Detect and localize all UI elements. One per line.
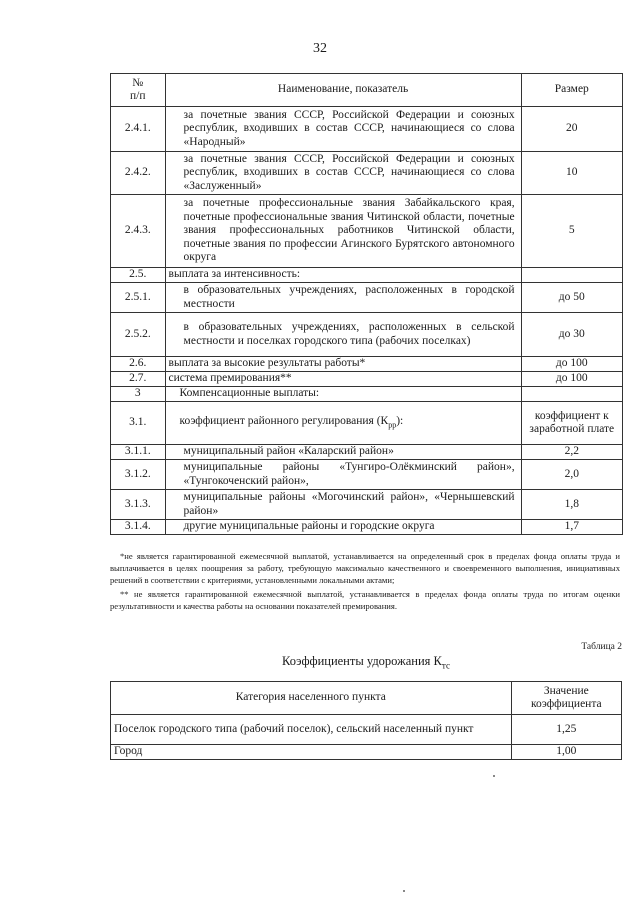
table-2-label: Таблица 2 bbox=[581, 642, 622, 652]
row-num: 2.5.1. bbox=[111, 283, 166, 313]
column-header-value: Значение коэффициента bbox=[511, 682, 621, 715]
coefficient-table bbox=[110, 681, 622, 760]
column-header-size: Размер bbox=[521, 74, 622, 107]
table-2-title-subscript: тс bbox=[441, 660, 450, 671]
row-size: 2,2 bbox=[521, 445, 622, 460]
table-row bbox=[111, 745, 622, 760]
table-row bbox=[111, 402, 623, 445]
scan-speck bbox=[493, 775, 495, 777]
row-name: выплата за интенсивность: bbox=[165, 268, 521, 283]
column-header-name: Наименование, показатель bbox=[165, 74, 521, 107]
row-size bbox=[521, 387, 622, 402]
table-row bbox=[111, 460, 623, 490]
row-name bbox=[165, 402, 521, 445]
row-name: за почетные профессиональные звания Забайкальского края, почетные профессиональные звания Читинской области, почетные звания профессиональных работников Читинской области, почетные звания по профессии Агинского Бурятского автономного округа bbox=[165, 195, 521, 268]
row-category: Город bbox=[111, 745, 512, 760]
table-row bbox=[111, 107, 623, 152]
row-name: в образовательных учреждениях, расположенных в сельской местности и поселках городского типа (рабочих поселках) bbox=[165, 313, 521, 357]
row-name-subscript: рр bbox=[388, 419, 397, 429]
table-row bbox=[111, 372, 623, 387]
page-number: 32 bbox=[313, 41, 327, 56]
row-num: 3.1.3. bbox=[111, 490, 166, 520]
row-name: муниципальный район «Каларский район» bbox=[165, 445, 521, 460]
table-2-title bbox=[110, 654, 622, 671]
row-num: 2.7. bbox=[111, 372, 166, 387]
row-size: 10 bbox=[521, 152, 622, 195]
row-category: Поселок городского типа (рабочий поселок), сельский населенный пункт bbox=[111, 715, 512, 745]
table-2-title-main: Коэффициенты удорожания К bbox=[282, 654, 442, 668]
row-num: 3 bbox=[111, 387, 166, 402]
row-num: 2.6. bbox=[111, 357, 166, 372]
footnotes bbox=[110, 550, 620, 612]
table-row bbox=[111, 715, 622, 745]
table-row bbox=[111, 283, 623, 313]
row-size: 20 bbox=[521, 107, 622, 152]
table-row bbox=[111, 268, 623, 283]
row-num: 2.5.2. bbox=[111, 313, 166, 357]
row-num: 3.1.4. bbox=[111, 520, 166, 535]
row-num: 2.5. bbox=[111, 268, 166, 283]
table-row bbox=[111, 195, 623, 268]
table-row bbox=[111, 387, 623, 402]
row-value: 1,00 bbox=[511, 745, 621, 760]
row-size: до 30 bbox=[521, 313, 622, 357]
scan-speck bbox=[403, 890, 405, 892]
row-size: до 50 bbox=[521, 283, 622, 313]
table-row bbox=[111, 152, 623, 195]
row-name: за почетные звания СССР, Российской Федерации и союзных республик, входивших в состав СССР, начинающиеся со слова «Народный» bbox=[165, 107, 521, 152]
row-name: за почетные звания СССР, Российской Федерации и союзных республик, входивших в состав СССР, начинающиеся со слова «Заслуженный» bbox=[165, 152, 521, 195]
row-num: 3.1.2. bbox=[111, 460, 166, 490]
table-row bbox=[111, 313, 623, 357]
table-header-row bbox=[111, 682, 622, 715]
row-name: муниципальные районы «Могочинский район», «Чернышевский район» bbox=[165, 490, 521, 520]
row-name: Компенсационные выплаты: bbox=[165, 387, 521, 402]
row-name: выплата за высокие результаты работы* bbox=[165, 357, 521, 372]
row-num: 2.4.2. bbox=[111, 152, 166, 195]
row-size: 5 bbox=[521, 195, 622, 268]
row-value: 1,25 bbox=[511, 715, 621, 745]
row-size: до 100 bbox=[521, 372, 622, 387]
row-name-tail: ): bbox=[396, 414, 404, 427]
row-num: 2.4.1. bbox=[111, 107, 166, 152]
row-size: коэффициент к заработной плате bbox=[521, 402, 622, 445]
row-size: до 100 bbox=[521, 357, 622, 372]
table-header-row bbox=[111, 74, 623, 107]
row-size: 2,0 bbox=[521, 460, 622, 490]
table-row bbox=[111, 520, 623, 535]
column-header-num: № п/п bbox=[111, 74, 166, 107]
row-name-main: коэффициент районного регулирования (К bbox=[179, 414, 389, 427]
row-name: в образовательных учреждениях, расположенных в городской местности bbox=[165, 283, 521, 313]
main-table bbox=[110, 73, 623, 535]
row-name: система премирования** bbox=[165, 372, 521, 387]
row-size: 1,8 bbox=[521, 490, 622, 520]
footnote-1: *не является гарантированной ежемесячной выплатой, устанавливается на определенный срок в пределах фонда оплаты труда и выплачивается в целях поощрения за работу, требующую максимально качественного и своевременного выполнения, инициативных решений в соответствии с критериями, установленными локальными актами; bbox=[110, 551, 620, 585]
row-name: другие муниципальные районы и городские округа bbox=[165, 520, 521, 535]
row-size: 1,7 bbox=[521, 520, 622, 535]
row-name: муниципальные районы «Тунгиро-Олёкминский район», «Тунгокоченский район», bbox=[165, 460, 521, 490]
column-header-category: Категория населенного пункта bbox=[111, 682, 512, 715]
row-num: 2.4.3. bbox=[111, 195, 166, 268]
table-row bbox=[111, 357, 623, 372]
footnote-2: ** не является гарантированной ежемесячной выплатой, устанавливается в пределах фонда оплаты труда по итогам оценки результативности и качества работы на основании показателей премирования. bbox=[110, 589, 620, 611]
table-row bbox=[111, 445, 623, 460]
table-row bbox=[111, 490, 623, 520]
row-num: 3.1. bbox=[111, 402, 166, 445]
row-size bbox=[521, 268, 622, 283]
row-num: 3.1.1. bbox=[111, 445, 166, 460]
